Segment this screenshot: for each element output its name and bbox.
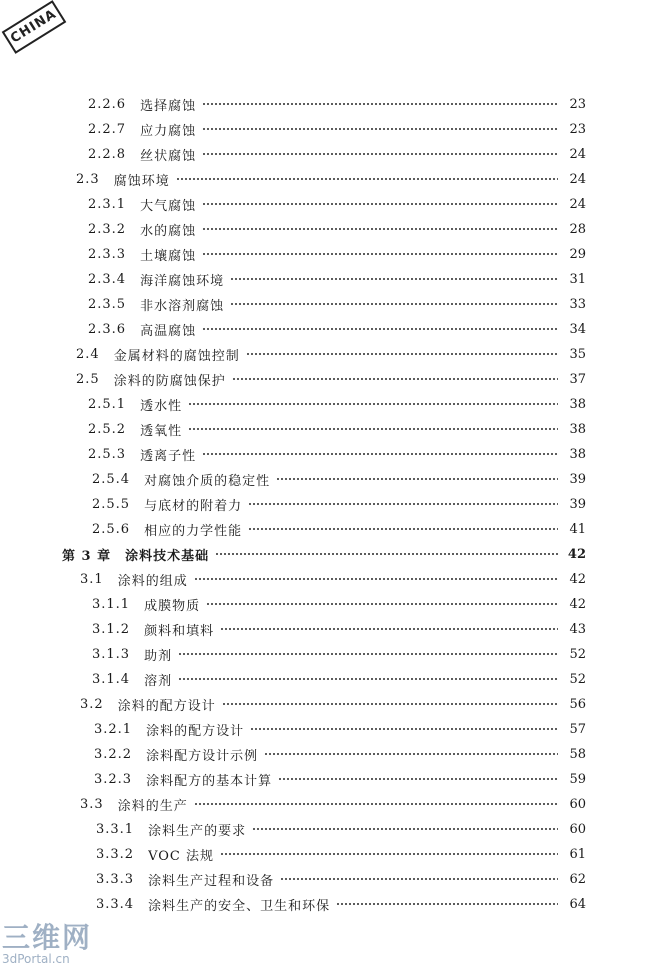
toc-title: VOC 法规 xyxy=(148,848,214,864)
toc-entry[interactable] xyxy=(96,869,586,889)
leader-dots xyxy=(194,803,558,805)
toc-title: 应力腐蚀 xyxy=(140,123,197,139)
toc-page: 24 xyxy=(569,146,586,162)
toc-entry[interactable] xyxy=(88,144,586,164)
toc-page: 42 xyxy=(569,596,586,612)
toc-page: 42 xyxy=(567,546,586,562)
toc-entry[interactable] xyxy=(94,744,586,764)
toc-title: 颜料和填料 xyxy=(144,623,215,639)
toc-number: 2.5.4 xyxy=(92,471,131,487)
toc-entry[interactable] xyxy=(92,519,586,539)
toc-title: 大气腐蚀 xyxy=(140,198,197,214)
toc-number: 2.2.6 xyxy=(88,96,127,112)
toc-number: 2.5.2 xyxy=(88,421,127,437)
toc-entry[interactable] xyxy=(94,719,586,739)
toc-page: 58 xyxy=(569,746,586,762)
toc-number: 2.3.3 xyxy=(88,246,127,262)
toc-page: 43 xyxy=(569,621,586,637)
toc-number: 2.5.5 xyxy=(92,496,131,512)
toc-page: 29 xyxy=(569,246,586,262)
toc-title: 成膜物质 xyxy=(144,598,201,614)
leader-dots xyxy=(280,878,558,880)
toc-entry[interactable] xyxy=(88,119,586,139)
leader-dots xyxy=(220,853,558,855)
toc-page: 38 xyxy=(569,421,586,437)
toc-entry[interactable] xyxy=(96,844,586,864)
leader-dots xyxy=(215,553,558,555)
toc-entry[interactable] xyxy=(92,669,586,689)
leader-dots xyxy=(178,653,558,655)
toc-title: 与底材的附着力 xyxy=(144,498,243,514)
china-stamp: CHINA xyxy=(2,0,67,54)
toc-number: 2.2.8 xyxy=(88,146,127,162)
toc-entry[interactable] xyxy=(76,369,586,389)
toc-page: 37 xyxy=(569,371,586,387)
toc-page: 31 xyxy=(569,271,586,287)
toc-page: 62 xyxy=(569,871,586,887)
toc-page: 64 xyxy=(569,896,586,912)
toc-entry[interactable] xyxy=(88,394,586,414)
watermark-logo: 三维网 xyxy=(2,921,93,954)
toc-number: 3.1.2 xyxy=(92,621,131,637)
toc-number: 3.1.4 xyxy=(92,671,131,687)
leader-dots xyxy=(232,378,558,380)
toc-page: 59 xyxy=(569,771,586,787)
toc-title: 选择腐蚀 xyxy=(140,98,197,114)
toc-number: 2.5.1 xyxy=(88,396,127,412)
toc-title: 水的腐蚀 xyxy=(140,223,197,239)
leader-dots xyxy=(222,703,558,705)
leader-dots xyxy=(336,903,558,905)
toc-entry[interactable] xyxy=(92,594,586,614)
toc-number: 2.2.7 xyxy=(88,121,127,137)
leader-dots xyxy=(248,528,558,530)
toc-title: 对腐蚀介质的稳定性 xyxy=(144,473,271,489)
leader-dots xyxy=(202,103,558,105)
leader-dots xyxy=(246,353,558,355)
toc-page: 24 xyxy=(569,171,586,187)
toc-page: 35 xyxy=(569,346,586,362)
toc-chapter-entry[interactable] xyxy=(62,544,586,564)
leader-dots xyxy=(188,403,558,405)
toc-page: 42 xyxy=(569,571,586,587)
watermark-url: 3dPortal.cn xyxy=(2,952,70,966)
toc-title: 涂料技术基础 xyxy=(125,548,210,564)
toc-title: 溶剂 xyxy=(144,673,173,689)
toc-entry[interactable] xyxy=(88,244,586,264)
toc-number: 2.3.2 xyxy=(88,221,127,237)
toc-number: 2.3.6 xyxy=(88,321,127,337)
toc-entry[interactable] xyxy=(92,644,586,664)
toc-entry[interactable] xyxy=(88,219,586,239)
toc-entry[interactable] xyxy=(92,619,586,639)
site-watermark xyxy=(2,921,93,966)
leader-dots xyxy=(248,503,558,505)
toc-number: 第 3 章 xyxy=(62,548,112,564)
toc-title: 涂料生产的要求 xyxy=(148,823,247,839)
toc-title: 助剂 xyxy=(144,648,173,664)
toc-title: 土壤腐蚀 xyxy=(140,248,197,264)
leader-dots xyxy=(202,203,558,205)
toc-number: 2.3 xyxy=(76,171,100,187)
leader-dots xyxy=(202,453,558,455)
toc-page: 52 xyxy=(569,671,586,687)
toc-number: 2.3.5 xyxy=(88,296,127,312)
toc-title: 涂料的组成 xyxy=(117,573,188,589)
toc-title: 涂料的防腐蚀保护 xyxy=(113,373,226,389)
toc-number: 2.5.3 xyxy=(88,446,127,462)
toc-number: 3.3.4 xyxy=(96,896,135,912)
toc-number: 3.3.3 xyxy=(96,871,135,887)
toc-title: 涂料的配方设计 xyxy=(146,723,245,739)
toc-number: 3.2.1 xyxy=(94,721,133,737)
leader-dots xyxy=(178,678,558,680)
toc-title: 丝状腐蚀 xyxy=(140,148,197,164)
toc-entry[interactable] xyxy=(76,344,586,364)
leader-dots xyxy=(276,478,558,480)
toc-number: 2.4 xyxy=(76,346,100,362)
leader-dots xyxy=(252,828,558,830)
toc-entry[interactable] xyxy=(88,269,586,289)
toc-title: 海洋腐蚀环境 xyxy=(140,273,225,289)
toc-title: 透水性 xyxy=(140,398,183,414)
toc-page: 34 xyxy=(569,321,586,337)
leader-dots xyxy=(264,753,558,755)
toc-title: 涂料的配方设计 xyxy=(117,698,216,714)
toc-page: 52 xyxy=(569,646,586,662)
toc-page: 60 xyxy=(569,796,586,812)
leader-dots xyxy=(250,728,558,730)
toc-entry[interactable] xyxy=(80,569,586,589)
leader-dots xyxy=(206,603,558,605)
toc-title: 涂料生产的安全、卫生和环保 xyxy=(148,898,331,914)
toc-page: 39 xyxy=(569,471,586,487)
toc-page: 60 xyxy=(569,821,586,837)
leader-dots xyxy=(176,178,558,180)
toc-number: 3.2.2 xyxy=(94,746,133,762)
toc-page: 38 xyxy=(569,396,586,412)
toc-page: 23 xyxy=(569,96,586,112)
toc-title: 涂料的生产 xyxy=(117,798,188,814)
toc-number: 3.2.3 xyxy=(94,771,133,787)
leader-dots xyxy=(188,428,558,430)
toc-entry[interactable] xyxy=(80,794,586,814)
toc-entry[interactable] xyxy=(88,94,586,114)
leader-dots xyxy=(230,278,558,280)
toc-number: 3.1 xyxy=(80,571,104,587)
toc-entry[interactable] xyxy=(88,444,586,464)
toc-title: 透氧性 xyxy=(140,423,183,439)
toc-title: 涂料生产过程和设备 xyxy=(148,873,275,889)
toc-number: 3.2 xyxy=(80,696,104,712)
toc-page: 24 xyxy=(569,196,586,212)
toc-title: 非水溶剂腐蚀 xyxy=(140,298,225,314)
toc-number: 3.3.1 xyxy=(96,821,135,837)
leader-dots xyxy=(230,303,558,305)
leader-dots xyxy=(202,328,558,330)
toc-entry[interactable] xyxy=(94,769,586,789)
leader-dots xyxy=(202,228,558,230)
toc-title: 涂料配方设计示例 xyxy=(146,748,259,764)
toc-entry[interactable] xyxy=(88,294,586,314)
toc-entry[interactable] xyxy=(92,469,586,489)
toc-entry[interactable] xyxy=(96,819,586,839)
toc-title: 涂料配方的基本计算 xyxy=(146,773,273,789)
toc-page: 61 xyxy=(569,846,586,862)
toc-entry[interactable] xyxy=(96,894,586,914)
toc-entry[interactable] xyxy=(80,694,586,714)
toc-page: 57 xyxy=(569,721,586,737)
toc-entry[interactable] xyxy=(88,419,586,439)
toc-page: 28 xyxy=(569,221,586,237)
toc-number: 2.3.4 xyxy=(88,271,127,287)
toc-page: 23 xyxy=(569,121,586,137)
toc-number: 2.5 xyxy=(76,371,100,387)
leader-dots xyxy=(202,253,558,255)
leader-dots xyxy=(278,778,558,780)
toc-number: 3.1.1 xyxy=(92,596,131,612)
toc-page: 38 xyxy=(569,446,586,462)
toc-number: 3.3 xyxy=(80,796,104,812)
toc-page: 39 xyxy=(569,496,586,512)
toc-page: 33 xyxy=(569,296,586,312)
toc-entry[interactable] xyxy=(88,194,586,214)
toc-title: 腐蚀环境 xyxy=(113,173,170,189)
leader-dots xyxy=(220,628,558,630)
toc-entry[interactable] xyxy=(92,494,586,514)
toc-page: 41 xyxy=(569,521,586,537)
toc-number: 2.3.1 xyxy=(88,196,127,212)
toc-title: 金属材料的腐蚀控制 xyxy=(113,348,240,364)
toc-number: 2.5.6 xyxy=(92,521,131,537)
toc-title: 高温腐蚀 xyxy=(140,323,197,339)
toc-number: 3.3.2 xyxy=(96,846,135,862)
toc-entry[interactable] xyxy=(88,319,586,339)
leader-dots xyxy=(202,128,558,130)
leader-dots xyxy=(194,578,558,580)
toc-title: 相应的力学性能 xyxy=(144,523,243,539)
toc-page: 56 xyxy=(569,696,586,712)
toc-entry[interactable] xyxy=(76,169,586,189)
toc-number: 3.1.3 xyxy=(92,646,131,662)
leader-dots xyxy=(202,153,558,155)
toc-title: 透离子性 xyxy=(140,448,197,464)
